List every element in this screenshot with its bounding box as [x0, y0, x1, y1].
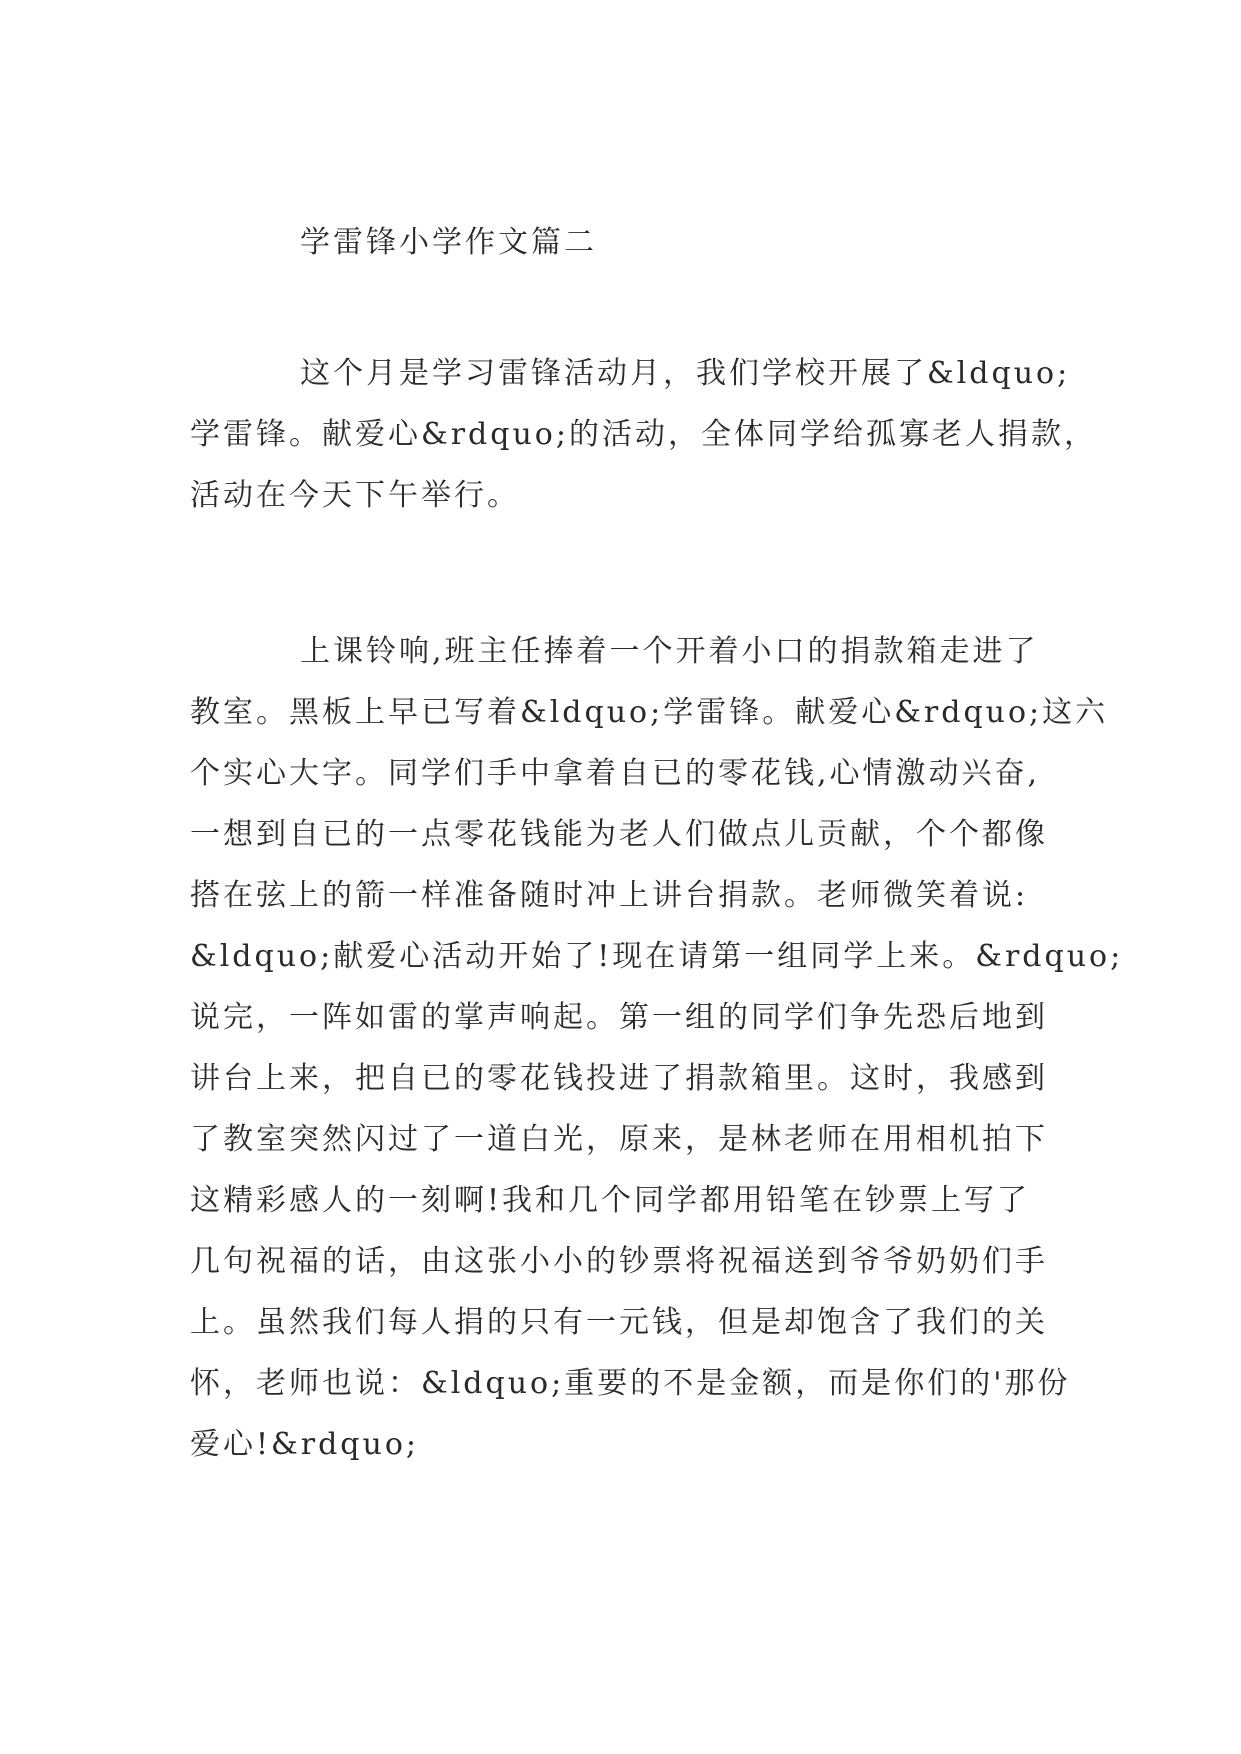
paragraph-line: 一想到自已的一点零花钱能为老人们做点儿贡献，个个都像: [190, 817, 1048, 852]
paragraph-line: 活动在今天下午举行。: [190, 478, 520, 513]
paragraph-line: 说完，一阵如雷的掌声响起。第一组的同学们争先恐后地到: [190, 1000, 1048, 1035]
paragraph-line: 上课铃响,班主任捧着一个开着小口的捐款箱走进了: [300, 634, 1039, 669]
paragraph-line: 了教室突然闪过了一道白光，原来，是林老师在用相机拍下: [190, 1122, 1048, 1157]
paragraph-line: 几句祝福的话，由这张小小的钞票将祝福送到爷爷奶奶们手: [190, 1244, 1048, 1279]
document-title-block: [190, 212, 1070, 273]
paragraph-line: 教室。黑板上早已写着&ldquo;学雷锋。献爱心&rdquo;这六: [190, 695, 1109, 730]
paragraph-2: [190, 621, 1124, 1475]
paragraph-1: [190, 343, 1097, 526]
paragraph-line: 爱心!&rdquo;: [190, 1427, 419, 1462]
paragraph-line: 上。虽然我们每人捐的只有一元钱，但是却饱含了我们的关: [190, 1305, 1048, 1340]
paragraph-line: 这个月是学习雷锋活动月，我们学校开展了&ldquo;: [300, 356, 1071, 391]
paragraph-line: 怀，老师也说：&ldquo;重要的不是金额，而是你们的'那份: [190, 1366, 1071, 1401]
paragraph-line: 学雷锋。献爱心&rdquo;的活动，全体同学给孤寡老人捐款，: [190, 417, 1097, 452]
document-title: 学雷锋小学作文篇二: [300, 225, 597, 260]
paragraph-line: 搭在弦上的箭一样准备随时冲上讲台捐款。老师微笑着说:: [190, 878, 1029, 913]
paragraph-line: 这精彩感人的一刻啊!我和几个同学都用铅笔在钞票上写了: [190, 1183, 1031, 1218]
paragraph-line: 个实心大字。同学们手中拿着自已的零花钱,心情激动兴奋,: [190, 756, 1041, 791]
paragraph-line: &ldquo;献爱心活动开始了!现在请第一组同学上来。&rdquo;: [190, 939, 1124, 974]
paragraph-line: 讲台上来，把自已的零花钱投进了捐款箱里。这时，我感到: [190, 1061, 1048, 1096]
